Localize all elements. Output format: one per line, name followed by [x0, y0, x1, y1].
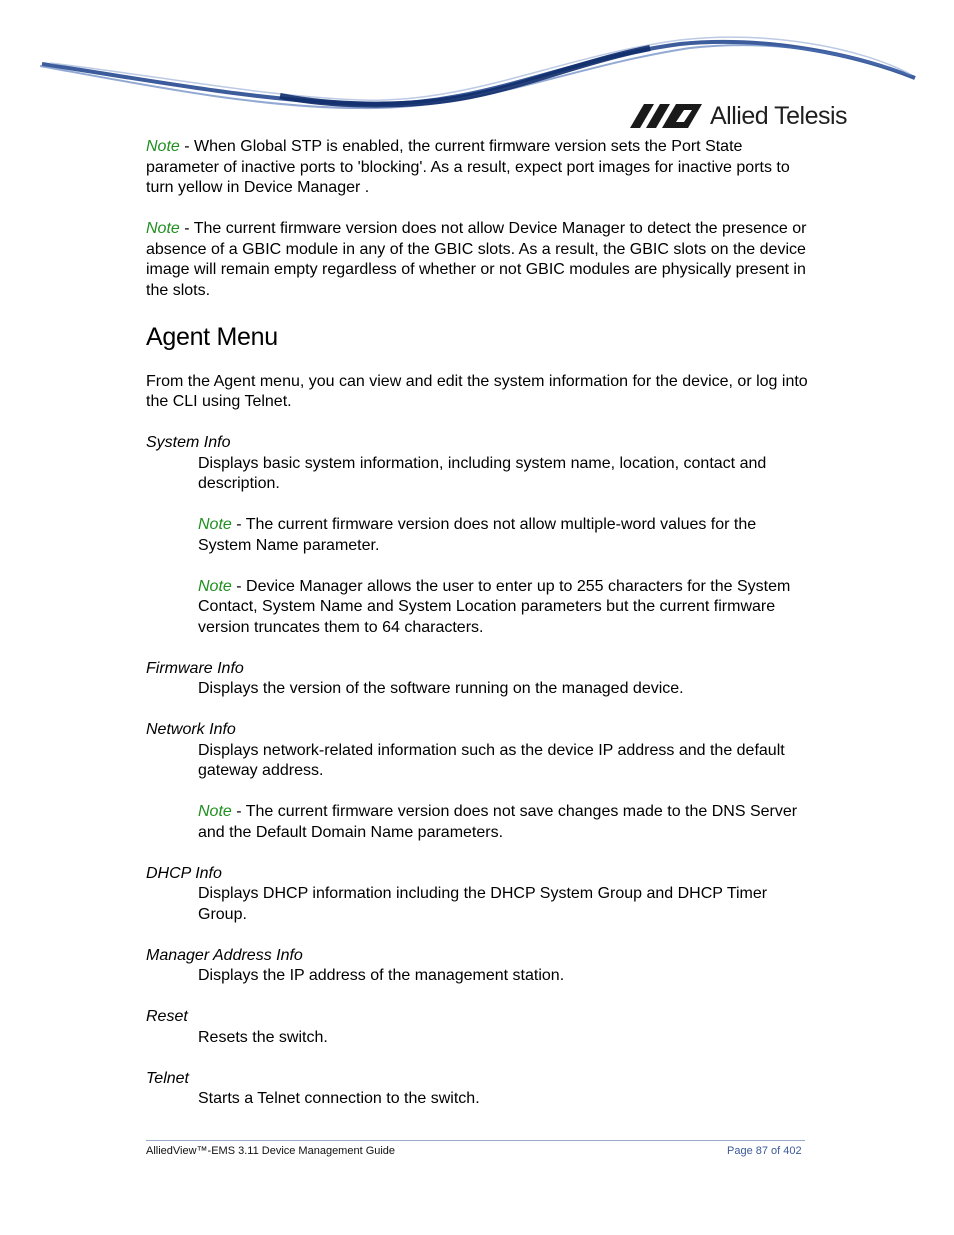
page-content [146, 137, 808, 1110]
note-text: - When Global STP is enabled, the current firmware version sets the Port State parameter of inactive ports to 'blocking'. As a result, expect port images for inactive ports to turn yellow in Device Manager . [146, 138, 790, 196]
allied-telesis-logo-icon [630, 104, 702, 128]
note-label: Note [146, 138, 180, 155]
note-paragraph [198, 577, 808, 639]
footer-divider [146, 1140, 805, 1141]
logo-wordmark: Allied Telesis [710, 102, 848, 130]
note-text: - The current firmware version does not allow Device Manager to detect the presence or absence of a GBIC module in any of the GBIC slots. As a result, the GBIC slots on the device image will remain empty regardless of whether or not GBIC modules are physically present in the slots. [146, 220, 807, 299]
definition-network-info: Displays network-related information such as the device IP address and the default gateway address. [198, 741, 785, 779]
term-reset: Reset [146, 1008, 188, 1025]
note-label: Note [198, 516, 232, 533]
note-text: - The current firmware version does not save changes made to the DNS Server and the Default Domain Name parameters. [198, 803, 798, 841]
term-firmware-info: Firmware Info [146, 659, 244, 677]
note-label: Note [146, 220, 180, 237]
section-intro: From the Agent menu, you can view and edit the system information for the device, or log into the CLI using Telnet. [146, 372, 808, 410]
section-heading: Agent Menu [146, 322, 278, 351]
definition-dhcp-info: Displays DHCP information including the DHCP System Group and DHCP Timer Group. [198, 885, 768, 923]
definition-firmware-info: Displays the version of the software running on the managed device. [198, 680, 684, 697]
note-label: Note [198, 577, 232, 595]
definition-manager-address-info: Displays the IP address of the management station. [198, 967, 565, 984]
note-text: - Device Manager allows the user to enter up to 255 characters for the System Contact, System Name and System Location parameters but the current firmware version truncates them to 64 characters. [198, 577, 791, 636]
note-paragraph [146, 137, 808, 199]
note-text: - The current firmware version does not allow multiple-word values for the System Name parameter. [198, 516, 757, 554]
note-paragraph [198, 515, 808, 556]
term-telnet: Telnet [146, 1069, 189, 1087]
footer-document-title: AlliedView™-EMS 3.11 Device Management Guide [146, 1145, 396, 1157]
note-paragraph [198, 802, 808, 843]
definition-reset: Resets the switch. [198, 1028, 328, 1046]
footer-page-number: Page 87 of 402 [727, 1145, 802, 1157]
term-manager-address-info: Manager Address Info [146, 946, 303, 964]
note-label: Note [198, 803, 232, 820]
definition-telnet: Starts a Telnet connection to the switch. [198, 1090, 480, 1107]
definition-system-info: Displays basic system information, including system name, location, contact and description. [198, 454, 767, 492]
note-paragraph [146, 219, 808, 301]
term-system-info: System Info [146, 434, 231, 451]
allied-telesis-logo [630, 102, 847, 130]
term-dhcp-info: DHCP Info [146, 864, 222, 882]
term-network-info: Network Info [146, 721, 236, 738]
